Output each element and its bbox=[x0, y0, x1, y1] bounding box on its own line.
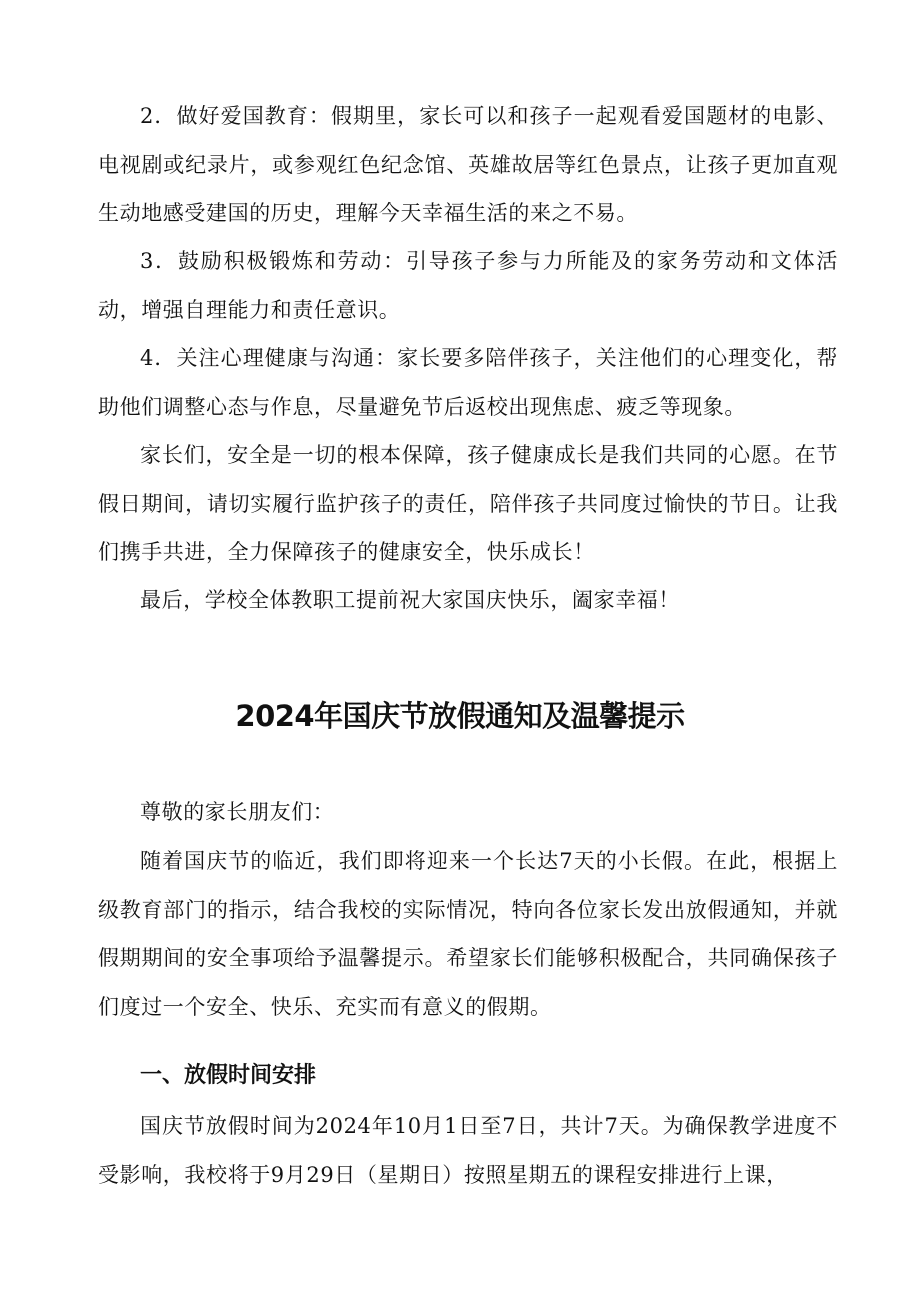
intro-paragraph: 随着国庆节的临近，我们即将迎来一个长达7天的小长假。在此，根据上级教育部门的指示，结合我校的实际情况，特向各位家长发出放假通知，并就假期期间的安全事项给予温馨提示。希望家长们能够积极配合，共同确保孩子们度过一个安全、快乐、充实而有意义的假期。 bbox=[98, 849, 838, 1019]
final-wish: 最后，学校全体教职工提前祝大家国庆快乐，阖家幸福！ bbox=[140, 588, 680, 612]
closing-paragraph: 家长们，安全是一切的根本保障，孩子健康成长是我们共同的心愿。在节假日期间，请切实履行监护孩子的责任，陪伴孩子共同度过愉快的节日。让我们携手共进，全力保障孩子的健康安全，快乐成长！ bbox=[98, 443, 838, 564]
advice-item-3: 3．鼓励积极锻炼和劳动：引导孩子参与力所能及的家务劳动和文体活动，增强自理能力和责任意识。 bbox=[98, 249, 838, 322]
salutation: 尊敬的家长朋友们： bbox=[140, 800, 335, 824]
schedule-paragraph: 国庆节放假时间为2024年10月1日至7日，共计7天。为确保教学进度不受影响，我校将于9月29日（星期日）按照星期五的课程安排进行上课， bbox=[98, 1114, 838, 1187]
advice-item-2: 2．做好爱国教育：假期里，家长可以和孩子一起观看爱国题材的电影、电视剧或纪录片，或参观红色纪念馆、英雄故居等红色景点，让孩子更加直观生动地感受建国的历史，理解今天幸福生活的来之不易。 bbox=[98, 104, 838, 225]
page-title: 2024年国庆节放假通知及温馨提示 bbox=[235, 699, 685, 733]
section-heading-schedule: 一、放假时间安排 bbox=[140, 1063, 317, 1088]
advice-item-4: 4．关注心理健康与沟通：家长要多陪伴孩子，关注他们的心理变化，帮助他们调整心态与作息，尽量避免节后返校出现焦虑、疲乏等现象。 bbox=[98, 346, 838, 419]
